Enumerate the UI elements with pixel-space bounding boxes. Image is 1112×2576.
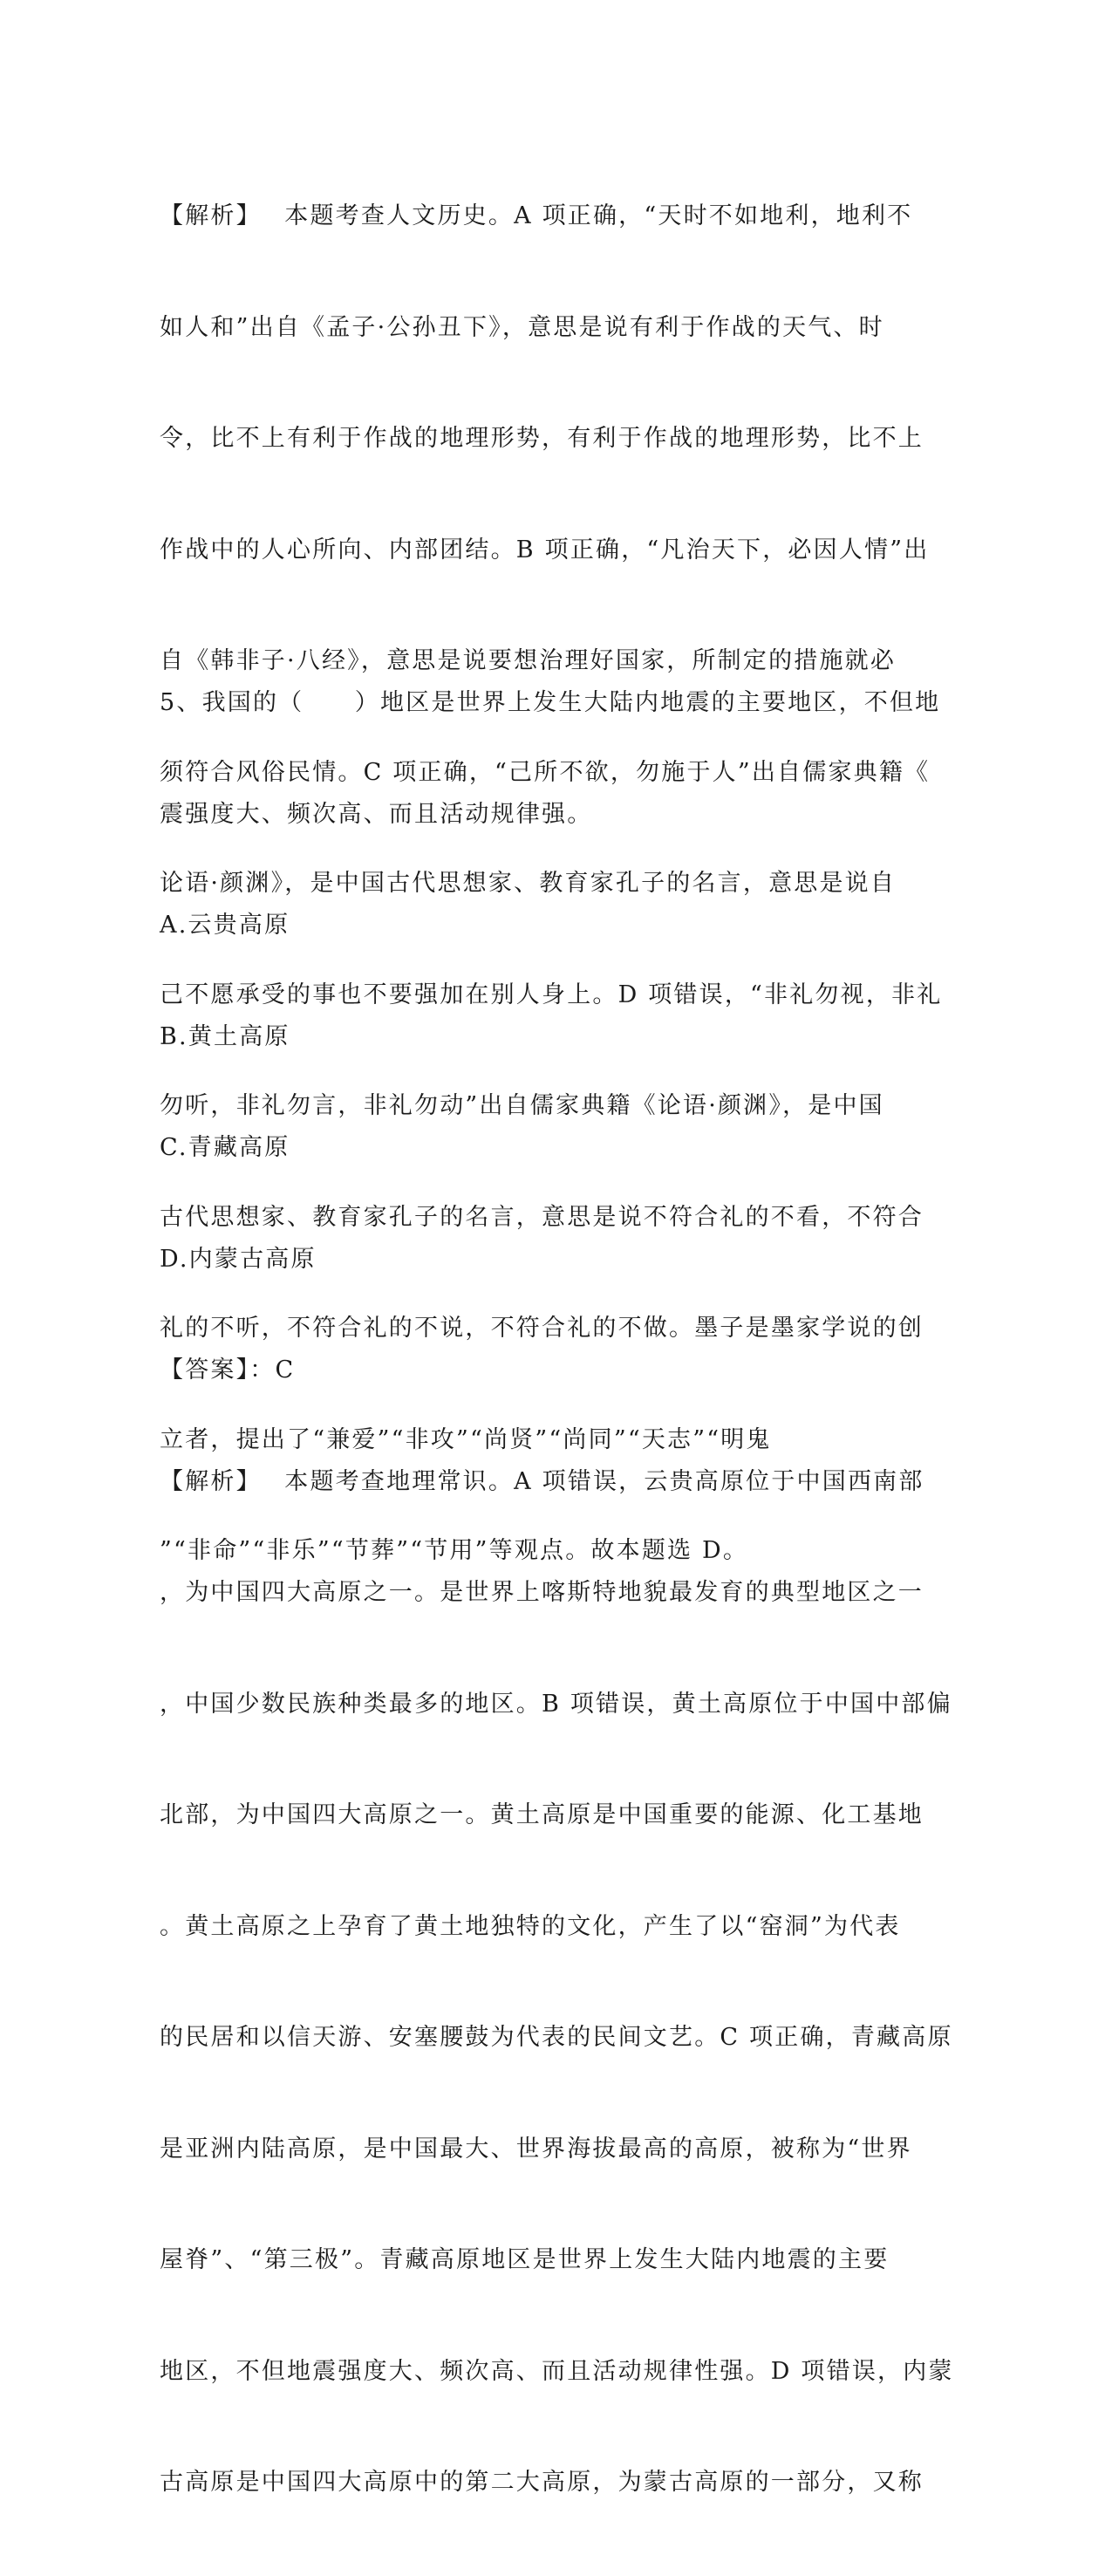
option-b: B.黄土高原 [160, 1022, 290, 1050]
analysis-line: 古代思想家、教育家孔子的名言，意思是说不符合礼的不看，不符合 [160, 1203, 924, 1231]
question-stem-line: 5、我国的（ ）地区是世界上发生大陆内地震的主要地区，不但地 [160, 689, 941, 716]
analysis-line: ，为中国四大高原之一。是世界上喀斯特地貌最发育的典型地区之一 [160, 1579, 924, 1606]
option-c: C.青藏高原 [160, 1134, 290, 1161]
question-5-section [160, 611, 954, 2576]
analysis-line: 。黄土高原之上孕育了黄土地独特的文化，产生了以“窑洞”为代表 [160, 1912, 901, 1940]
analysis-line: 的民居和以信天游、安塞腰鼓为代表的民间文艺。C 项正确，青藏高原 [160, 2024, 953, 2051]
analysis-line: 古高原是中国四大高原中的第二大高原，为蒙古高原的一部分，又称 [160, 2469, 924, 2496]
analysis-line: 【解析】 本题考查地理常识。A 项错误，云贵高原位于中国西南部 [160, 1467, 924, 1495]
analysis-line: 如人和”出自《孟子·公孙丑下》，意思是说有利于作战的天气、时 [160, 313, 884, 341]
answer-line: 【答案】：C [160, 1356, 296, 1384]
analysis-line: 地区，不但地震强度大、频次高、而且活动规律性强。D 项错误，内蒙 [160, 2357, 954, 2385]
analysis-line: 【解析】 本题考查人文历史。A 项正确，“天时不如地利，地利不 [160, 202, 913, 229]
analysis-line: 礼的不听，不符合礼的不说，不符合礼的不做。墨子是墨家学说的创 [160, 1315, 924, 1342]
analysis-line: 勿听，非礼勿言，非礼勿动”出自儒家典籍《论语·颜渊》，是中国 [160, 1092, 884, 1119]
analysis-line: 北部，为中国四大高原之一。黄土高原是中国重要的能源、化工基地 [160, 1801, 924, 1828]
analysis-line: 己不愿承受的事也不要强加在别人身上。D 项错误，“非礼勿视，非礼 [160, 981, 943, 1008]
option-a: A.云贵高原 [160, 912, 290, 939]
analysis-line: ，中国少数民族种类最多的地区。B 项错误，黄土高原位于中国中部偏 [160, 1690, 952, 1718]
analysis-line: 屋脊”、“第三极”。青藏高原地区是世界上发生大陆内地震的主要 [160, 2246, 890, 2273]
option-d: D.内蒙古高原 [160, 1245, 317, 1273]
analysis-line: 自《韩非子·八经》，意思是说要想治理好国家，所制定的措施就必 [160, 647, 897, 674]
analysis-line: 令，比不上有利于作战的地理形势，有利于作战的地理形势，比不上 [160, 425, 924, 452]
analysis-line: ”“非命”“非乐”“节葬”“节用”等观点。故本题选 D。 [160, 1537, 749, 1564]
analysis-line: 须符合风俗民情。C 项正确，“己所不欲，勿施于人”出自儒家典籍《 [160, 758, 931, 786]
analysis-line: 是亚洲内陆高原，是中国最大、世界海拔最高的高原，被称为“世界 [160, 2135, 912, 2163]
analysis-line: 作战中的人心所向、内部团结。B 项正确，“凡治天下，必因人情”出 [160, 536, 930, 564]
question-stem-line: 震强度大、频次高、而且活动规律强。 [160, 800, 593, 828]
analysis-line: 立者，提出了“兼爱”“非攻”“尚贤”“尚同”“天志”“明鬼 [160, 1425, 772, 1453]
analysis-line: 论语·颜渊》，是中国古代思想家、教育家孔子的名言，意思是说自 [160, 870, 897, 897]
